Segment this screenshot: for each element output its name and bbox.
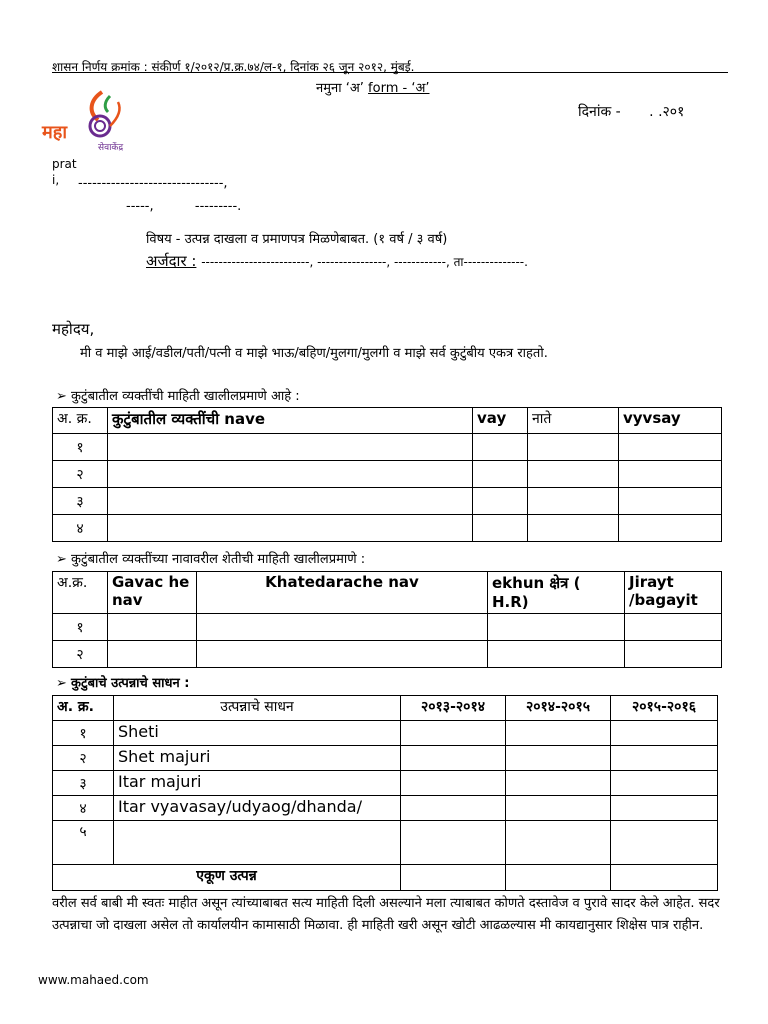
area-cell[interactable]: [488, 614, 625, 641]
date-value: . .२०१: [649, 104, 685, 120]
col-irrigation-type: Jirayt /bagayit: [625, 572, 722, 614]
income-cell[interactable]: [611, 821, 718, 865]
col-year-2013-14: २०१३-२०१४: [401, 696, 506, 721]
income-cell[interactable]: [611, 746, 718, 771]
relation-cell[interactable]: [528, 434, 619, 461]
table-row: [53, 746, 718, 771]
income-cell[interactable]: [506, 771, 611, 796]
section-income-heading: [56, 673, 189, 691]
date-label: दिनांक -: [578, 104, 621, 120]
col-sr-no: अ.क्र.: [53, 572, 108, 614]
col-village-name: Gavac he nav: [108, 572, 197, 614]
irrigation-cell[interactable]: [625, 614, 722, 641]
family-statement: मी व माझे आई/वडील/पती/पत्नी व माझे भाऊ/बहिण/मुलगा/मुलगी व माझे सर्व कुटुंबीय एकत्र राहतो.: [80, 346, 548, 361]
row-number: २: [53, 746, 114, 771]
income-cell[interactable]: [611, 771, 718, 796]
table-header-row: [53, 696, 718, 721]
land-holdings-table: [52, 571, 722, 668]
income-source-cell: Itar vyavasay/udyaog/dhanda/: [114, 796, 401, 821]
income-cell[interactable]: [506, 796, 611, 821]
government-resolution-reference: शासन निर्णय क्रमांक : संकीर्ण १/२०१२/प्र.क्र.७४/ल-१, दिनांक २६ जून २०१२, मुंबई.: [52, 60, 415, 74]
irrigation-cell[interactable]: [625, 641, 722, 668]
col-sr-no: अ. क्र.: [53, 408, 108, 434]
occupation-cell[interactable]: [619, 488, 722, 515]
total-cell[interactable]: [611, 865, 718, 891]
income-source-table: [52, 695, 718, 891]
income-source-cell: Itar majuri: [114, 771, 401, 796]
name-cell[interactable]: [108, 488, 473, 515]
logo-subtext: सेवाकेंद्र: [98, 143, 124, 153]
row-number: ४: [53, 796, 114, 821]
income-source-cell: Sheti: [114, 721, 401, 746]
age-cell[interactable]: [473, 434, 528, 461]
khatedar-cell[interactable]: [197, 614, 488, 641]
table-row: [53, 434, 722, 461]
col-khatedar-name: Khatedarache nav: [197, 572, 488, 614]
section-family-heading-text: कुटुंबातील व्यक्तींची माहिती खालीलप्रमाणे आहे :: [71, 389, 300, 404]
arrow-bullet-icon: ➢: [56, 389, 72, 404]
income-cell[interactable]: [611, 721, 718, 746]
age-cell[interactable]: [473, 488, 528, 515]
income-cell[interactable]: [506, 721, 611, 746]
form-title: [316, 78, 430, 96]
table-row: [53, 796, 718, 821]
section-land-heading: [56, 549, 365, 567]
addressee-prati: prat i,: [52, 157, 77, 187]
table-row: [53, 721, 718, 746]
name-cell[interactable]: [108, 434, 473, 461]
table-row: [53, 515, 722, 542]
occupation-cell[interactable]: [619, 434, 722, 461]
occupation-cell[interactable]: [619, 461, 722, 488]
row-number: २: [53, 461, 108, 488]
income-cell[interactable]: [506, 821, 611, 865]
row-number: ५: [53, 821, 114, 865]
income-cell[interactable]: [401, 821, 506, 865]
income-cell[interactable]: [401, 721, 506, 746]
income-source-cell: Shet majuri: [114, 746, 401, 771]
income-cell[interactable]: [401, 746, 506, 771]
declaration-paragraph: वरील सर्व बाबी मी स्वतः माहीत असून त्यांच्याबाबत सत्य माहिती दिली असल्याने मला त्याबाबत कोणते दस्तावेज व पुरावे सादर केले आहेत. सदर उत्पन्नाचा जो दाखला असेल तो कार्यालयीन कामासाठी मिळावा. ही माहिती खरी असून खोटी आढळल्यास मी कायद्यानुसार शिक्षेस पात्र राहीन.: [52, 896, 720, 933]
address-line-2: -----, ---------.: [126, 199, 242, 214]
table-row: [53, 771, 718, 796]
row-number: ४: [53, 515, 108, 542]
row-number: २: [53, 641, 108, 668]
village-cell[interactable]: [108, 641, 197, 668]
total-row: [53, 865, 718, 891]
area-cell[interactable]: [488, 641, 625, 668]
age-cell[interactable]: [473, 515, 528, 542]
form-title-marathi: नमुना ‘अ’: [316, 81, 364, 96]
row-number: ३: [53, 488, 108, 515]
website-footer[interactable]: www.mahaed.com: [38, 973, 149, 987]
name-cell[interactable]: [108, 515, 473, 542]
total-income-label: एकूण उत्पन्न: [53, 865, 401, 891]
age-cell[interactable]: [473, 461, 528, 488]
income-cell[interactable]: [401, 796, 506, 821]
col-age: vay: [473, 408, 528, 434]
col-total-area: ekhun क्षेत्र ( H.R): [488, 572, 625, 614]
subject-line: विषय - उत्पन्न दाखला व प्रमाणपत्र मिळणेबाबत. (१ वर्ष / ३ वर्ष): [146, 232, 448, 247]
maha-seva-kendra-logo: [40, 86, 150, 156]
applicant-details: [146, 251, 528, 271]
address-line-1: -------------------------------,: [78, 176, 228, 191]
table-row: [53, 641, 722, 668]
village-cell[interactable]: [108, 614, 197, 641]
total-cell[interactable]: [506, 865, 611, 891]
income-source-cell: [114, 821, 401, 865]
row-number: १: [53, 721, 114, 746]
section-income-heading-text: कुटुंबाचे उत्पन्नाचे साधन :: [71, 676, 190, 691]
arrow-bullet-icon: ➢: [56, 552, 72, 567]
salutation: महोदय,: [52, 320, 95, 338]
arrow-bullet-icon: ➢: [56, 676, 72, 691]
section-land-heading-text: कुटुंबातील व्यक्तींच्या नावावरील शेतीची माहिती खालीलप्रमाणे :: [71, 552, 366, 567]
row-number: १: [53, 434, 108, 461]
row-number: १: [53, 614, 108, 641]
col-year-2014-15: २०१४-२०१५: [506, 696, 611, 721]
col-occupation: vyvsay: [619, 408, 722, 434]
table-header-row: [53, 572, 722, 614]
col-sr-no: अ. क्र.: [53, 696, 114, 721]
income-cell[interactable]: [401, 771, 506, 796]
col-year-2015-16: २०१५-२०१६: [611, 696, 718, 721]
section-family-heading: [56, 386, 300, 404]
table-header-row: [53, 408, 722, 434]
logo-text: महा: [42, 122, 67, 143]
col-income-source: उत्पन्नाचे साधन: [114, 696, 401, 721]
row-number: ३: [53, 771, 114, 796]
khatedar-cell[interactable]: [197, 641, 488, 668]
applicant-blanks: -------------------------, ----------------, ------------, ता--------------.: [201, 255, 528, 269]
applicant-label: अर्जदार :: [146, 252, 197, 270]
table-row: [53, 821, 718, 865]
date-field: [578, 102, 684, 121]
relation-cell[interactable]: [528, 488, 619, 515]
family-members-table: [52, 407, 722, 542]
table-row: [53, 614, 722, 641]
occupation-cell[interactable]: [619, 515, 722, 542]
income-cell[interactable]: [506, 746, 611, 771]
table-row: [53, 488, 722, 515]
name-cell[interactable]: [108, 461, 473, 488]
total-cell[interactable]: [401, 865, 506, 891]
relation-cell[interactable]: [528, 461, 619, 488]
income-cell[interactable]: [611, 796, 718, 821]
col-relation: नाते: [528, 408, 619, 434]
relation-cell[interactable]: [528, 515, 619, 542]
form-title-english: form - ‘अ’: [368, 81, 430, 96]
col-member-name: कुटुंबातील व्यक्तींची nave: [108, 408, 473, 434]
table-row: [53, 461, 722, 488]
